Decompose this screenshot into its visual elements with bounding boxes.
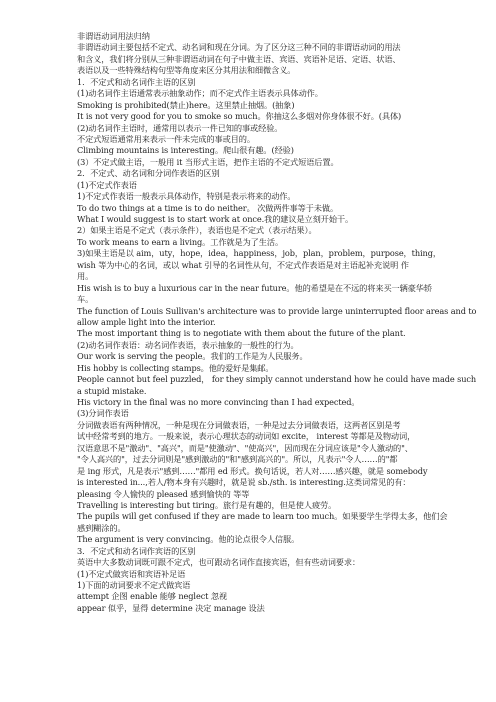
text-line: Travelling is interesting but tiring。旅行是有趣的，但是使人疲劳。 [77,499,337,510]
text-line: 是 ing 形式，凡是表示"感到……"都用 ed 形式。换句话说，若人对……感兴趣，就是 somebody [77,465,428,476]
text-line: To work means to earn a living。工作就是为了生活。 [77,236,284,247]
text-line: His victory in the final was no more convincing than I had expected。 [77,397,360,407]
text-line: "令人高兴的"，过去分词则是"感到激动的"和"感到高兴的"。所以，凡表示"令人……的"都 [77,454,398,465]
text-line: To do two things at a time is to do neither。 次做两件事等于未做。 [77,202,339,213]
text-line: The function of Louis Sullivan's architecture was to provide large uninterrupted floor areas and to [77,305,476,316]
text-line: pleasing 令人愉快的 pleased 感到愉快的 等等 [77,488,250,499]
text-line: His wish is to buy a luxurious car in the near future。他的希望是在不远的将来买一辆豪华轿 [77,282,432,293]
text-line: The argument is very convincing。他的论点很令人信服。 [77,534,300,545]
text-line: a stupid mistake. [77,385,147,396]
text-line: 表语以及一些特殊结构句型等角度来区分其用法和细微含义。 [77,65,296,76]
text-line: The pupils will get confused if they are made to learn too much。如果要学生学得太多，他们会 [77,511,448,522]
text-line: 3)如果主语是以 aim，uty，hope，idea，happiness，job，plan，problem，purpose，thing， [77,248,441,259]
text-line: 1)下面的动词要求不定式做宾语 [77,580,191,590]
text-line: 试中经常考到的地方。一般来说，表示心理状态的动词如 excite， interest 等都是及物动词， [77,431,416,442]
text-line: 非谓语动词主要包括不定式、动名词和现在分词。为了区分这三种不同的非谓语动词的用法 [77,42,401,53]
text-line: The most important thing is to negotiate with them about the future of the plant. [77,328,406,339]
text-line: 不定式短语通常用来表示一件未完成的事或目的。 [77,133,255,144]
text-line: 英语中大多数动词既可跟不定式，也可跟动名词作直接宾语，但有些动词要求： [77,557,361,568]
text-line: is interested in...,若人/物本身有兴趣时，就是说 sb./sth. is interesting.这类词常见的有： [77,477,411,488]
text-line: 用。 [77,271,94,282]
text-line: 和含义，我们将分别从三种非谓语动词在句子中做主语、宾语、宾语补足语、定语、状语、 [77,53,401,64]
text-line: (1)动名词作主语通常表示抽象动作；而不定式作主语表示具体动作。 [77,88,323,99]
text-line: (1)不定式做宾语和宾语补足语 [77,568,186,579]
text-line: 分词做表语有两种情况，一种是现在分词做表语，一种是过去分词做表语，这两者区别是考 [77,419,401,430]
text-line: It is not very good for you to smoke so much。你抽这么多烟对你身体很不好。(具体) [77,111,402,122]
text-line: (3）不定式做主语，一般用 it 当形式主语，把作主语的不定式短语后置。 [77,156,339,167]
text-line: Smoking is prohibited(禁止)here。这里禁止抽烟。(抽象) [77,99,295,110]
text-line: 车。 [77,294,94,305]
text-line: 1．不定式和动名词作主语的区别 [77,76,196,87]
text-line: 感到糊涂的。 [77,522,126,533]
text-line: 非谓语动词用法归纳 [77,31,150,41]
text-line: What I would suggest is to start work at once.我的建议是立刻开始干。 [77,214,354,224]
text-line: Climbing mountains is interesting。爬山很有趣。(经验) [77,145,294,156]
text-line: 2）如果主语是不定式（表示条件），表语也是不定式（表示结果）。 [77,225,317,236]
text-line: 3．不定式和动名词作宾语的区别 [77,545,196,556]
text-line: attempt 企图 enable 能够 neglect 忽视 [77,591,228,602]
text-line: wish 等为中心的名词，或以 what 引导的名词性从句，不定式作表语是对主语起补充说明 作 [77,259,409,270]
text-line: His hobby is collecting stamps。他的爱好是集邮。 [77,362,274,373]
text-line: allow ample light into the interior. [77,316,216,327]
text-line: People cannot but feel puzzled， for they simply cannot understand how he could have made such [77,374,476,385]
text-line: (2)动名词作主语时，通常用以表示一件已知的事或经验。 [77,122,283,133]
text-line: (2)动名词作表语：动名词作表语，表示抽象的一般性的行为。 [77,339,299,350]
text-line: 2．不定式、动名词和分词作表语的区别 [77,168,220,179]
text-line: 1)不定式作表语一般表示具体动作，特别是表示将来的动作。 [77,191,296,202]
text-line: Our work is serving the people。我们的工作是为人民服务。 [77,351,308,362]
text-line: (3)分词作表语 [77,408,129,419]
text-line: 汉语意思不是"激动"、"高兴"，而是"使激动"、"使高兴"，因而现在分词应该是"令人激动的"、 [77,442,413,453]
text-line: (1)不定式作表语 [77,179,137,190]
text-line: appear 似乎，显得 determine 决定 manage 设法 [77,602,265,613]
